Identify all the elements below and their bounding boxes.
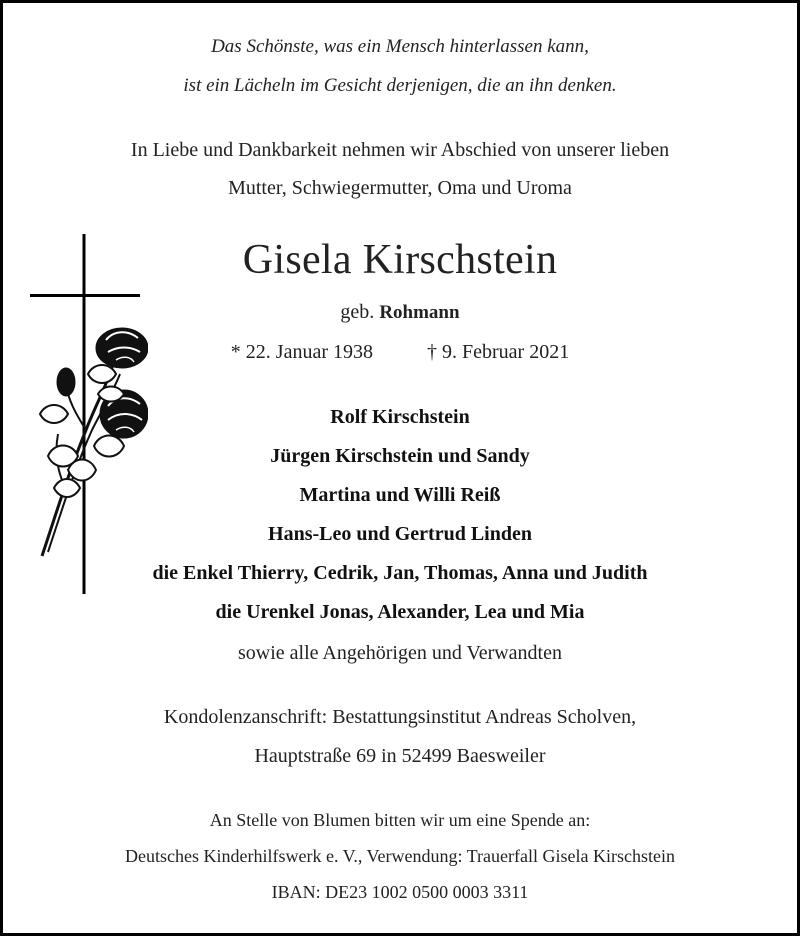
condolence-line-1: Kondolenzanschrift: Bestattungsinstitut Andreas Scholven, — [163, 706, 637, 728]
birth-date: * 22. Januar 1938 — [230, 341, 373, 363]
intro-line-2: Mutter, Schwiegermutter, Oma und Uroma — [228, 177, 572, 199]
intro-line-1: In Liebe und Dankbarkeit nehmen wir Abschied von unserer lieben — [130, 139, 670, 161]
condolence-line-2: Hauptstraße 69 in 52499 Baesweiler — [254, 745, 546, 767]
death-date: † 9. Februar 2021 — [427, 341, 570, 363]
donation-line-1: An Stelle von Blumen bitten wir um eine Spende an: — [209, 810, 591, 830]
life-dates — [0, 341, 800, 364]
deceased-name: Gisela Kirschstein — [242, 237, 558, 283]
family-member: Martina und Willi Reiß — [299, 484, 501, 506]
quote-line-1: Das Schönste, was ein Mensch hinterlassen kann, — [211, 36, 589, 57]
family-member: die Enkel Thierry, Cedrik, Jan, Thomas, Anna und Judith — [152, 562, 648, 584]
family-member: Hans-Leo und Gertrud Linden — [268, 523, 532, 545]
maiden-name: Rohmann — [379, 302, 460, 323]
relatives-line: sowie alle Angehörigen und Verwandten — [238, 642, 562, 664]
donation-line-2: Deutsches Kinderhilfswerk e. V., Verwendung: Trauerfall Gisela Kirschstein — [125, 846, 675, 866]
quote-line-2: ist ein Lächeln im Gesicht derjenigen, die an ihn denken. — [183, 75, 617, 96]
family-member: Jürgen Kirschstein und Sandy — [270, 445, 530, 467]
maiden-name-line — [0, 301, 800, 324]
donation-iban: IBAN: DE23 1002 0500 0003 3311 — [271, 882, 529, 902]
family-member: die Urenkel Jonas, Alexander, Lea und Mia — [215, 601, 585, 623]
family-member: Rolf Kirschstein — [330, 406, 470, 428]
born-prefix: geb. — [340, 301, 375, 323]
